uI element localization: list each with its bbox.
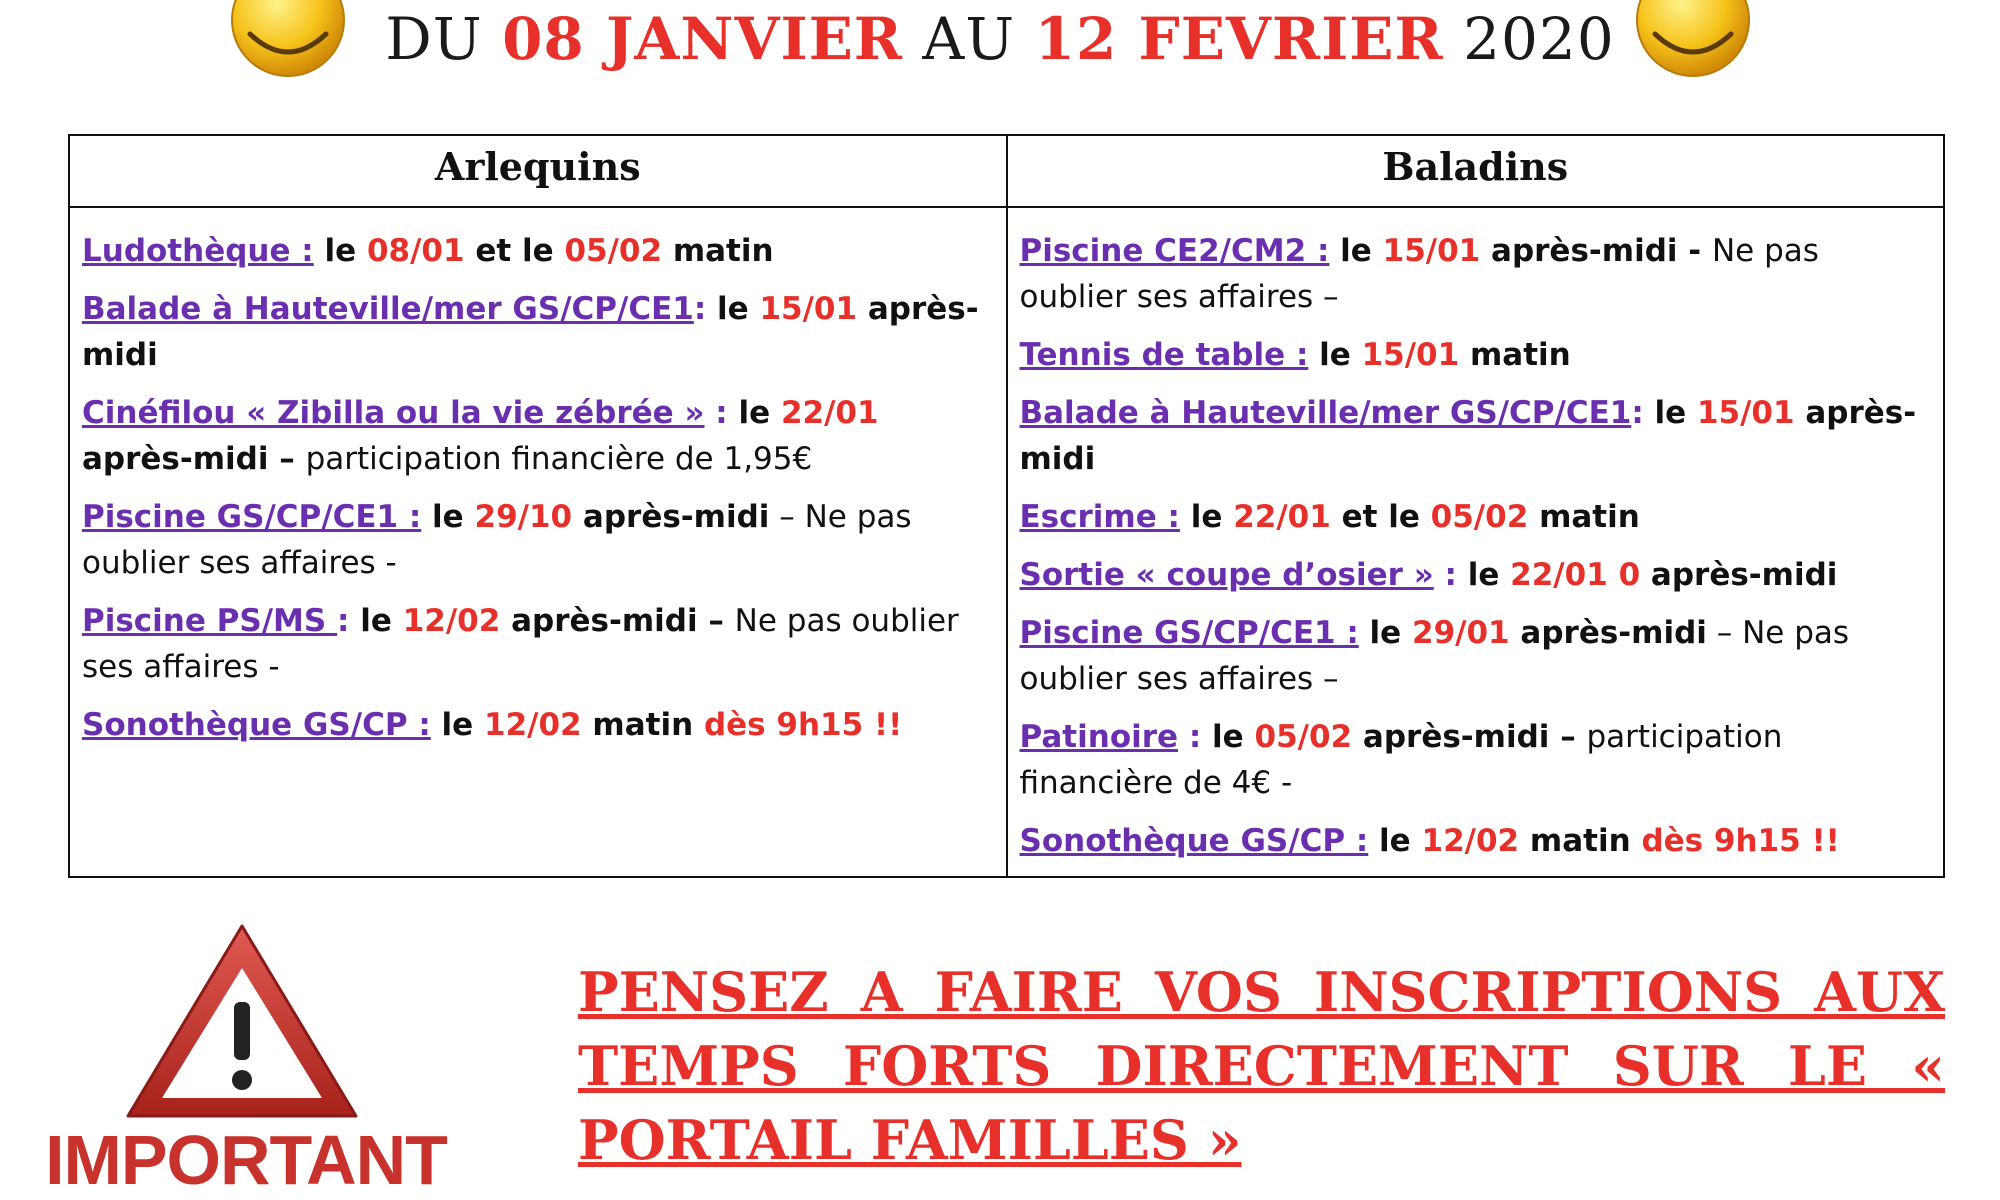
activity-detail: – Ne pas oublier ses affaires –: [1019, 615, 1850, 697]
schedule-entry: [1020, 818, 1932, 864]
activity-date: 22/01 0: [1510, 557, 1641, 593]
activity-detail: matin: [662, 233, 774, 269]
activity-date: 12/02: [402, 603, 501, 639]
activity-name: Ludothèque :: [82, 233, 314, 269]
activity-separator: :: [1433, 557, 1457, 593]
schedule-body-row: [70, 208, 1943, 876]
activity-date: 15/01: [1361, 337, 1460, 373]
schedule-entry: [82, 390, 994, 482]
activity-detail: le: [1308, 337, 1362, 373]
title-year: 2020: [1463, 5, 1615, 73]
activity-separator: :: [1178, 719, 1202, 755]
title-end-date: 12 FEVRIER: [1034, 5, 1444, 73]
activity-date: 29/01: [1412, 615, 1510, 651]
activity-detail: le: [727, 395, 781, 431]
activity-detail: matin: [1459, 337, 1571, 373]
title-middle: AU: [922, 5, 1016, 73]
activity-detail: après-midi: [1640, 557, 1838, 593]
registration-notice: PENSEZ A FAIRE VOS INSCRIPTIONS AUX TEMPS FORTS DIRECTEMENT SUR LE « PORTAIL FAMILLES »: [578, 960, 1945, 1172]
schedule-header-row: [70, 136, 1943, 208]
activity-date: 08/01: [366, 233, 465, 269]
activity-name: Piscine GS/CP/CE1 :: [82, 499, 422, 535]
activity-detail: après-midi: [1509, 615, 1707, 651]
activity-separator: :: [704, 395, 728, 431]
activity-detail: après-midi: [1019, 395, 1917, 477]
schedule-entry: [82, 286, 994, 378]
activity-detail: le: [421, 499, 475, 535]
activity-detail: le: [313, 233, 367, 269]
activity-detail: et le: [464, 233, 565, 269]
activity-detail: après-midi –: [500, 603, 735, 639]
title-start-date: 08 JANVIER: [502, 5, 903, 73]
activity-detail: le: [1329, 233, 1383, 269]
schedule-entry: [1020, 390, 1932, 482]
activity-detail: après-midi -: [1480, 233, 1712, 269]
activity-detail: après-midi: [572, 499, 770, 535]
activity-name: Tennis de table :: [1019, 337, 1309, 373]
page-title: [0, 5, 2000, 73]
activity-detail: participation financière de 1,95€: [305, 441, 813, 477]
activity-name: Piscine GS/CP/CE1 :: [1019, 615, 1359, 651]
activity-date: 05/02: [564, 233, 663, 269]
schedule-entry: [1020, 228, 1932, 320]
warning-triangle-icon: [122, 920, 362, 1120]
schedule-entry: [82, 228, 994, 274]
activity-detail: – Ne pas oublier ses affaires -: [82, 499, 912, 581]
column-title-arlequins: Arlequins: [434, 144, 641, 189]
schedule-entry: [1020, 610, 1932, 702]
activity-date: 15/01: [1696, 395, 1795, 431]
important-warning: [36, 920, 456, 1200]
activity-separator: :: [693, 291, 707, 327]
activity-detail: le: [349, 603, 403, 639]
activity-detail: matin: [1528, 499, 1640, 535]
activity-name: Balade à Hauteville/mer GS/CP/CE1: [1019, 395, 1632, 431]
activity-alert: dès 9h15 !!: [703, 707, 903, 743]
activity-detail: le: [706, 291, 760, 327]
schedule-entry: [82, 598, 994, 690]
schedule-entry: [1020, 714, 1932, 806]
activity-date: 05/02: [1430, 499, 1529, 535]
activity-separator: :: [337, 603, 350, 639]
activity-name: Balade à Hauteville/mer GS/CP/CE1: [82, 291, 694, 327]
activity-alert: dès 9h15 !!: [1641, 823, 1840, 859]
activity-detail: –: [268, 441, 306, 477]
schedule-entry: [1020, 332, 1932, 378]
activity-detail: Ne pas oublier ses affaires -: [82, 603, 959, 685]
activity-date: 29/10: [474, 499, 573, 535]
activity-name: Sonothèque GS/CP :: [82, 707, 431, 743]
activity-name: Sonothèque GS/CP :: [1019, 823, 1369, 859]
activity-date: 12/02: [1421, 823, 1520, 859]
activity-detail: le: [1201, 719, 1255, 755]
activity-name: Cinéfilou « Zibilla ou la vie zébrée »: [82, 395, 705, 431]
activity-name: Piscine CE2/CM2 :: [1019, 233, 1330, 269]
activity-name: Patinoire: [1019, 719, 1179, 755]
activity-detail: après-midi: [82, 291, 979, 373]
activity-detail: le: [1358, 615, 1413, 651]
important-label: IMPORTANT: [45, 1121, 447, 1199]
schedule-entry: [1020, 494, 1932, 540]
activity-separator: :: [1631, 395, 1644, 431]
activity-detail: Ne pas oublier ses affaires –: [1019, 233, 1819, 315]
schedule-table: [68, 134, 1945, 878]
activity-name: Sortie « coupe d’osier »: [1019, 557, 1434, 593]
schedule-entry: [82, 494, 994, 586]
activity-date: 22/01: [1233, 499, 1331, 535]
activity-date: 05/02: [1254, 719, 1353, 755]
activity-detail: le: [1368, 823, 1422, 859]
activity-date: 15/01: [1382, 233, 1481, 269]
column-title-baladins: Baladins: [1006, 136, 1944, 206]
activity-detail: le: [430, 707, 484, 743]
activity-detail: matin: [581, 707, 704, 743]
schedule-entry: [1020, 552, 1932, 598]
activity-date: 12/02: [484, 707, 582, 743]
activity-name: Piscine PS/MS: [82, 603, 338, 639]
activity-detail: et le: [1330, 499, 1431, 535]
title-prefix: DU: [385, 5, 483, 73]
activity-detail: le: [1179, 499, 1234, 535]
activity-name: Escrime :: [1019, 499, 1180, 535]
schedule-entry: [82, 702, 994, 748]
activity-detail: le: [1643, 395, 1697, 431]
activity-date: 22/01: [780, 395, 879, 431]
column-arlequins: [70, 208, 1006, 876]
activity-detail: après-midi –: [1352, 719, 1587, 755]
activity-detail: le: [1456, 557, 1511, 593]
activity-date: 15/01: [759, 291, 858, 327]
activity-detail: participation financière de 4€ -: [1019, 719, 1783, 801]
activity-detail: après-midi: [82, 441, 269, 477]
activity-detail: matin: [1519, 823, 1642, 859]
column-baladins: [1006, 208, 1944, 876]
